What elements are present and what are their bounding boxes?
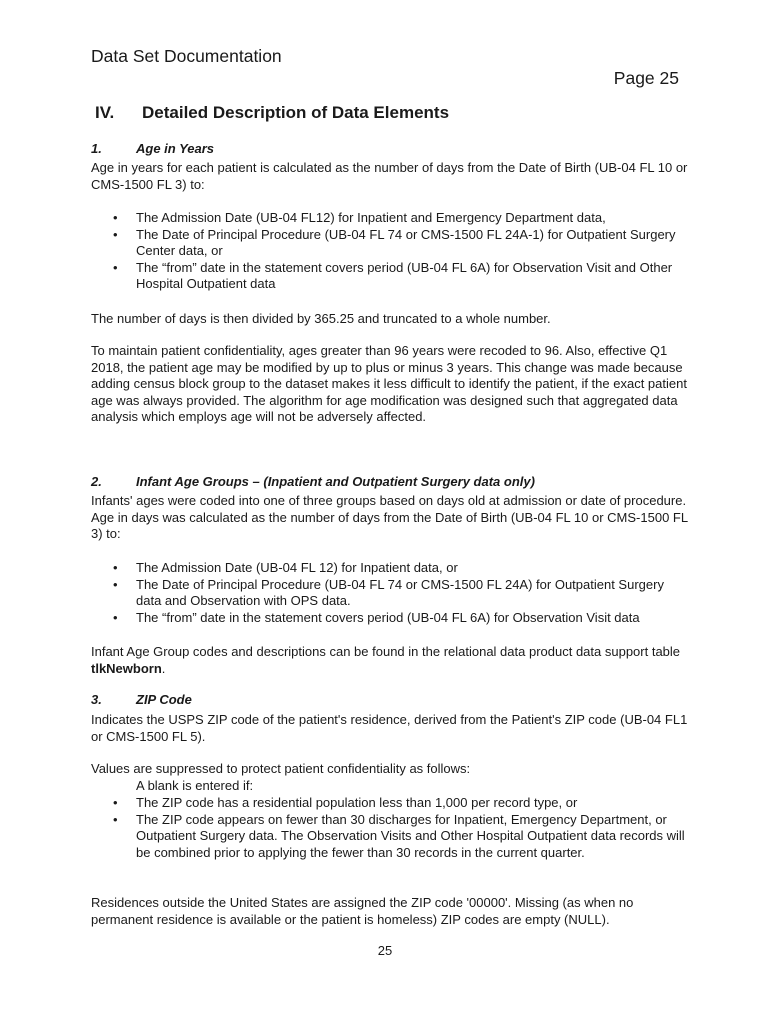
zip-bullet-list <box>91 795 691 861</box>
age-division-text: The number of days is then divided by 365.25 and truncated to a whole number. <box>91 311 551 326</box>
zip-title: ZIP Code <box>136 692 192 707</box>
list-item: • The “from” date in the statement covers period (UB-04 FL 6A) for Observation Visit and Other Hospital Outpatient data <box>91 260 691 293</box>
zip-suppressed-text: Values are suppressed to protect patient confidentiality as follows: <box>91 761 471 776</box>
age-heading <box>91 141 214 156</box>
page-number: 25 <box>377 943 393 958</box>
list-item: • The “from” date in the statement covers period (UB-04 FL 6A) for Observation Visit data <box>91 610 691 627</box>
infant-title: Infant Age Groups – (Inpatient and Outpatient Surgery data only) <box>136 474 535 489</box>
zip-outside-text: Residences outside the United States are assigned the ZIP code '00000'. Missing (as when no permanent residence is available or the patient is homeless) ZIP codes are empty (NULL). <box>91 895 634 927</box>
page-label: Page 25 <box>613 68 679 88</box>
list-item: • The Date of Principal Procedure (UB-04 FL 74 or CMS-1500 FL 24A) for Outpatient Surgery data and Observation with OPS data. <box>91 577 691 610</box>
infant-codes-table: tlkNewborn <box>91 660 162 676</box>
list-item: • The Date of Principal Procedure (UB-04 FL 74 or CMS-1500 FL 24A-1) for Outpatient Surgery Center data, or <box>91 227 691 260</box>
age-bullet-list <box>91 210 691 293</box>
section-title: Detailed Description of Data Elements <box>142 103 450 122</box>
infant-codes-body: Infant Age Group codes and descriptions can be found in the relational data product data support table <box>91 644 681 659</box>
zip-heading <box>91 692 192 707</box>
zip-intro: Indicates the USPS ZIP code of the patient's residence, derived from the Patient's ZIP code (UB-04 FL1 or CMS-1500 FL 5). <box>91 712 688 744</box>
infant-intro: Infants' ages were coded into one of three groups based on days old at admission or date of procedure. Age in days was calculated as the number of days from the Date of Birth (UB-04 FL 10 or CMS-1500 FL 3) to: <box>91 493 688 542</box>
infant-codes-end: . <box>161 660 166 676</box>
section-number: IV. <box>95 103 115 122</box>
infant-number: 2. <box>91 474 102 489</box>
list-item: • The Admission Date (UB-04 FL 12) for Inpatient data, or <box>91 560 691 577</box>
age-number: 1. <box>91 141 102 156</box>
list-item: • The ZIP code appears on fewer than 30 discharges for Inpatient, Emergency Department, or Outpatient Surgery data. The Observation Visits and Other Hospital Outpatient data records will be combined prior to applying the fewer than 30 records in the current quarter. <box>91 812 691 862</box>
zip-blank-label: A blank is entered if: <box>136 778 254 793</box>
document-title: Data Set Documentation <box>91 46 282 66</box>
list-item: • The ZIP code has a residential population less than 1,000 per record type, or <box>91 795 691 812</box>
age-confidentiality-text: To maintain patient confidentiality, ages greater than 96 years were recoded to 96. Also, effective Q1 2018, the patient age may be modified by up to plus or minus 3 years. This change was made because adding census block group to the dataset makes it less difficult to identify the patient, if the exact patient age was always provided. The algorithm for age modification was designed such that aggregated data analysis which employs age will not be adversely affected. <box>91 343 687 425</box>
list-item: • The Admission Date (UB-04 FL12) for Inpatient and Emergency Department data, <box>91 210 691 227</box>
infant-codes-text <box>91 644 691 677</box>
age-title: Age in Years <box>136 141 215 156</box>
age-intro: Age in years for each patient is calculated as the number of days from the Date of Birth (UB-04 FL 10 or CMS-1500 FL 3) to: <box>91 160 688 192</box>
section-heading <box>95 103 449 123</box>
zip-number: 3. <box>91 692 102 707</box>
infant-bullet-list <box>91 560 691 626</box>
infant-heading <box>91 474 535 489</box>
